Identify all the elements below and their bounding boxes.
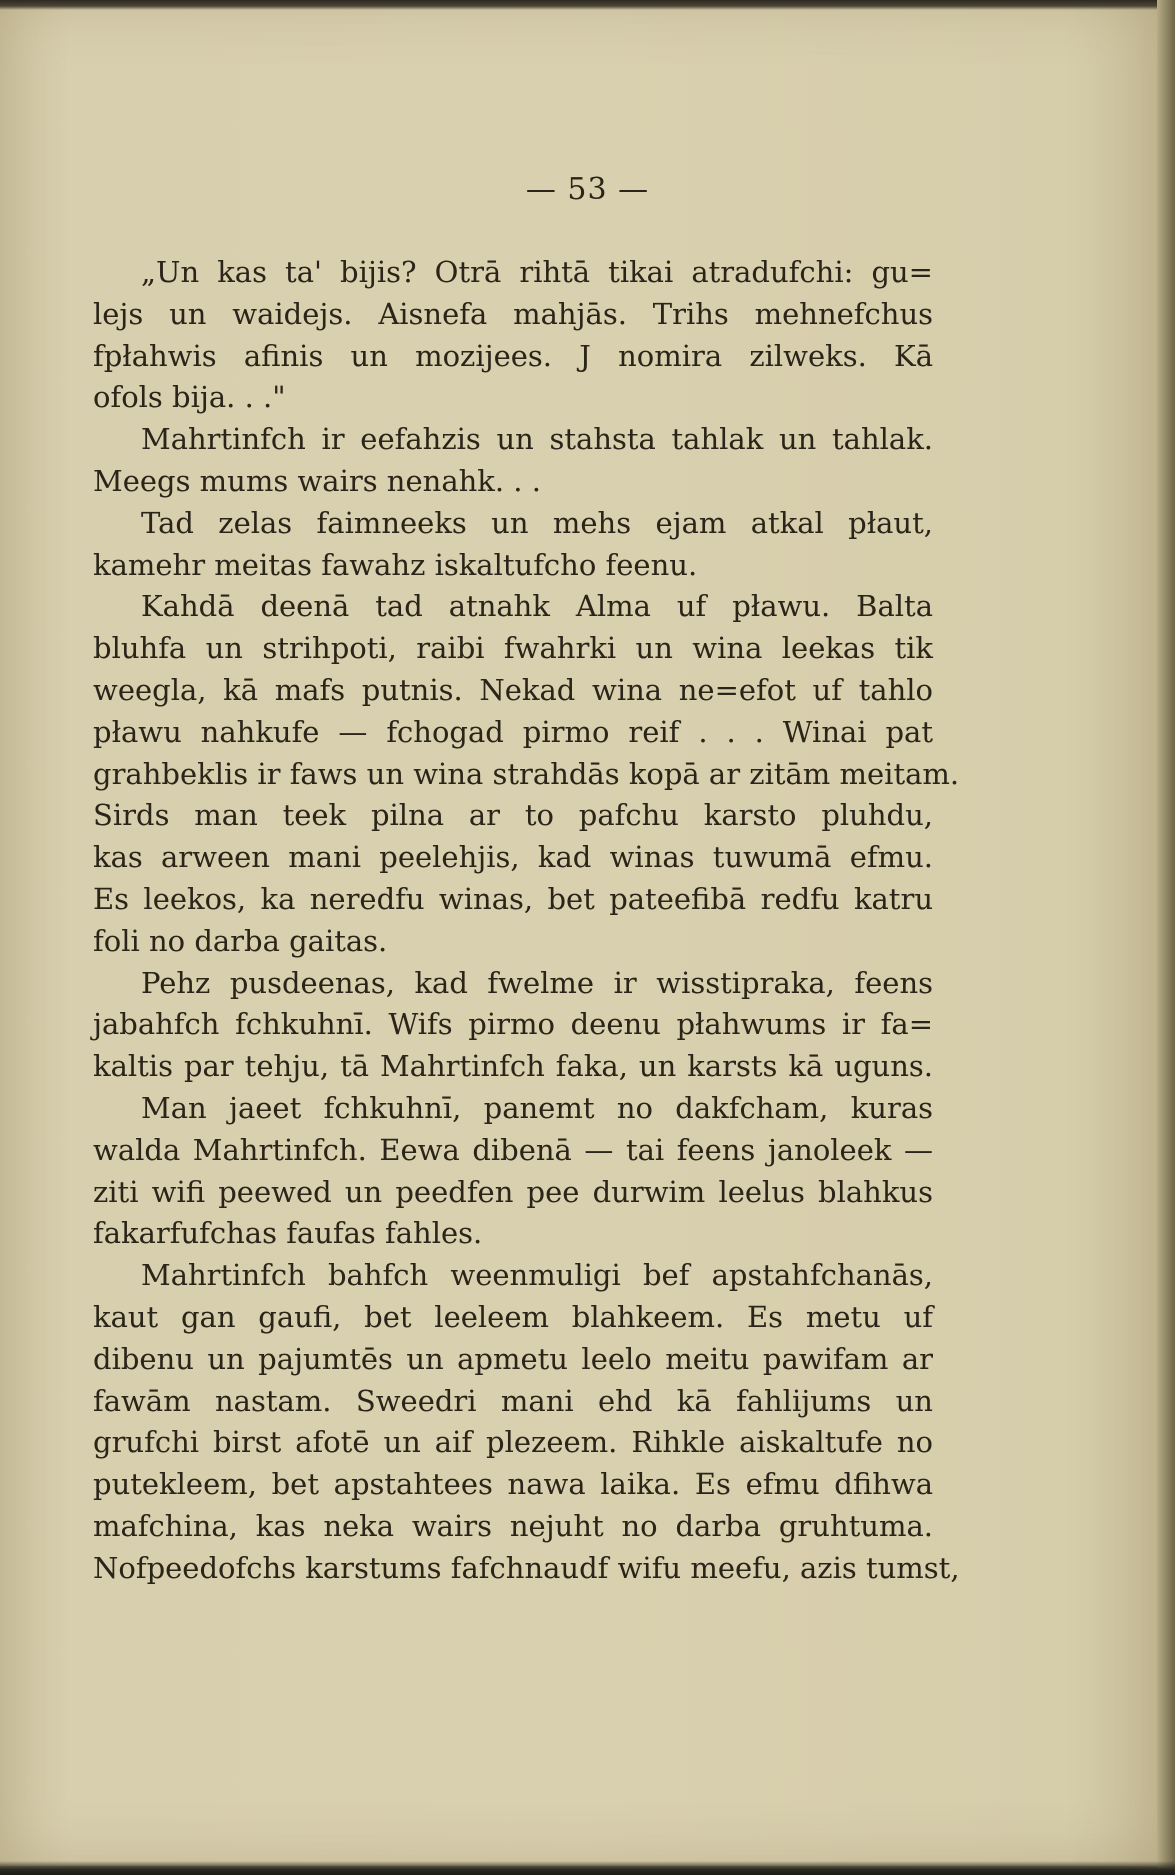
- text-line: kaltis par tehju, tā Mahrtinfch faka, un karsts kā uguns.: [93, 1049, 933, 1084]
- text-line: fakarfufchas faufas fahles.: [93, 1216, 483, 1251]
- text-line: kas arween mani peelehjis, kad winas tuwumā efmu.: [93, 840, 933, 875]
- text-line: walda Mahrtinfch. Eewa dibenā — tai feens janoleek —: [93, 1132, 933, 1167]
- text-line: foli no darba gaitas.: [93, 923, 388, 958]
- text-line: dibenu un pajumtēs un apmetu leelo meitu pawifam ar: [93, 1341, 933, 1376]
- text-line: ziti wifi peewed un peedfen pee durwim leelus blahkus: [93, 1174, 933, 1209]
- text-line: mafchina, kas neka wairs nejuht no darba gruhtuma.: [93, 1508, 933, 1543]
- page-bottom-edge: [0, 1861, 1175, 1875]
- text-line: ofols bija. . .": [93, 380, 286, 415]
- text-line: Meegs mums wairs nenahk. . .: [93, 463, 541, 498]
- text-line: Man jaeet fchkuhnī, panemt no dakfcham, kuras: [141, 1090, 933, 1125]
- text-line: Pehz pusdeenas, kad fwelme ir wisstipraka, feens: [141, 965, 933, 1000]
- page-right-edge: [1157, 0, 1175, 1875]
- text-line: Sirds man teek pilna ar to pafchu karsto pluhdu,: [93, 798, 933, 833]
- text-line: Nofpeedofchs karstums fafchnaudf wifu meefu, azis tumst,: [93, 1550, 960, 1585]
- text-line: kaut gan gaufi, bet leeleem blahkeem. Es metu uf: [93, 1299, 933, 1334]
- text-line: „Un kas ta' bijis? Otrā rihtā tikai atradufchi: gu=: [141, 255, 933, 289]
- text-line: grufchi birst afotē un aif plezeem. Rihkle aiskaltufe no: [93, 1425, 933, 1460]
- page-number: — 53 —: [525, 172, 650, 207]
- text-line: Kahdā deenā tad atnahk Alma uf pławu. Balta: [141, 589, 933, 624]
- text-line: lejs un waidejs. Aisnefa mahjās. Trihs mehnefchus: [93, 296, 933, 331]
- body-text: [93, 252, 960, 1590]
- text-line: grahbeklis ir faws un wina strahdās kopā ar zitām meitam.: [93, 756, 960, 791]
- text-line: bluhfa un strihpoti, raibi fwahrki un wina leekas tik: [93, 631, 933, 666]
- text-line: fawām nastam. Sweedri mani ehd kā fahlijums un: [93, 1383, 933, 1418]
- text-line: Mahrtinfch ir eefahzis un stahsta tahlak un tahlak.: [141, 422, 933, 457]
- text-line: fpłahwis afinis un mozijees. J nomira zilweks. Kā: [93, 338, 933, 373]
- text-line: weegla, kā mafs putnis. Nekad wina ne=efot uf tahlo: [93, 672, 933, 707]
- page-top-edge: [0, 0, 1158, 10]
- text-line: Es leekos, ka neredfu winas, bet pateefibā redfu katru: [93, 881, 933, 916]
- text-line: Tad zelas faimneeks un mehs ejam atkal płaut,: [141, 505, 933, 540]
- text-line: jabahfch fchkuhnī. Wifs pirmo deenu płahwums ir fa=: [93, 1007, 933, 1042]
- text-line: putekleem, bet apstahtees nawa laika. Es efmu dfihwa: [93, 1467, 933, 1502]
- text-line: pławu nahkufe — fchogad pirmo reif . . . Winai pat: [93, 714, 933, 749]
- text-line: Mahrtinfch bahfch weenmuligi bef apstahfchanās,: [141, 1258, 933, 1293]
- text-line: kamehr meitas fawahz iskaltufcho feenu.: [93, 547, 698, 582]
